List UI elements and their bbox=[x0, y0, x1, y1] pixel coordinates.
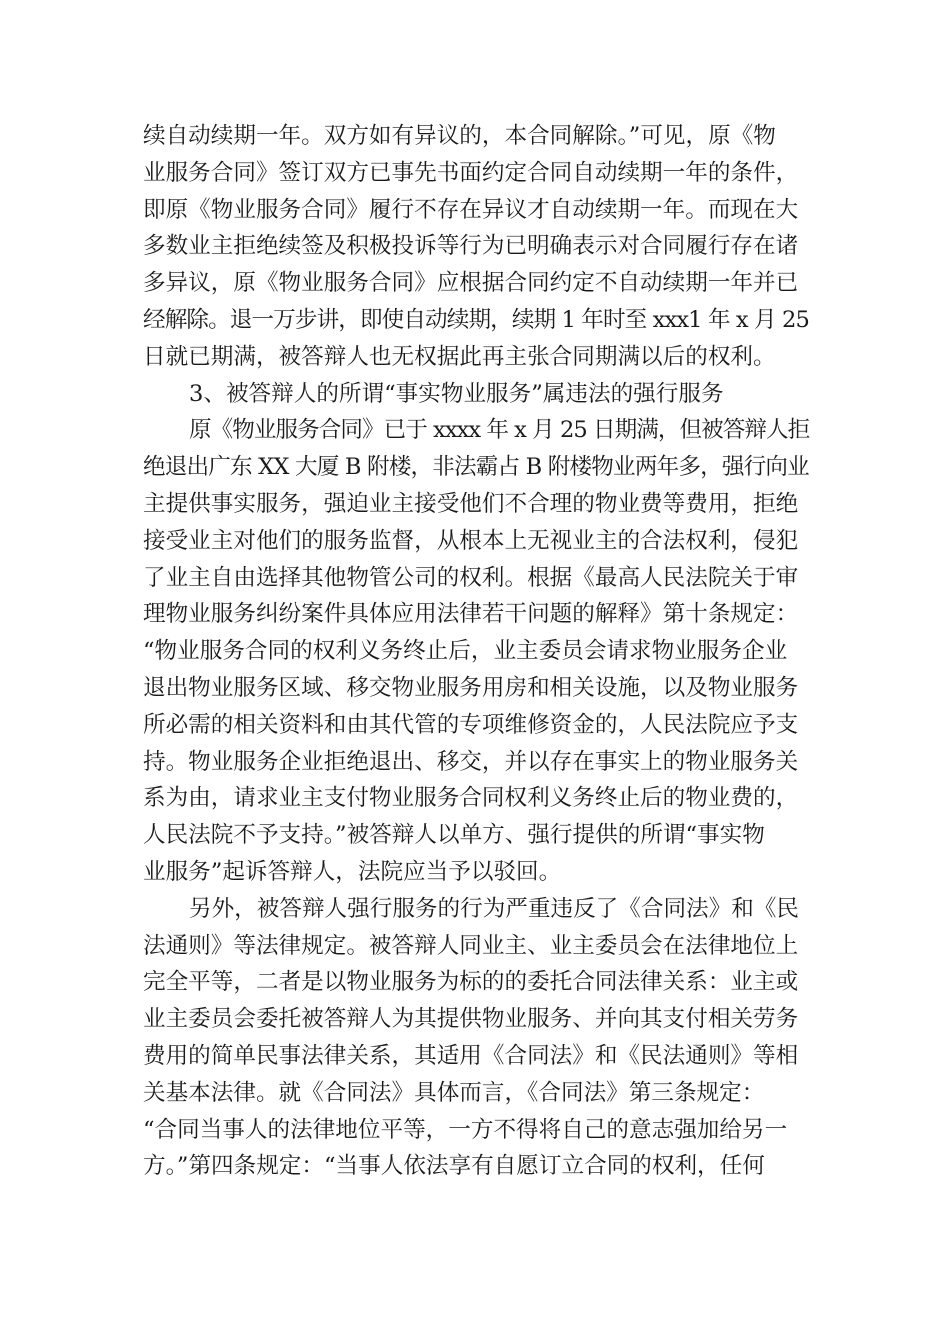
text-line: 费用的简单民事法律关系，其适用《合同法》和《民法通则》等相 bbox=[143, 1042, 799, 1069]
text-line: 所必需的相关资料和由其代管的专项维修资金的，人民法院应予支 bbox=[143, 711, 799, 738]
text-line: 业主委员会委托被答辩人为其提供物业服务、并向其支付相关劳务 bbox=[143, 1006, 799, 1033]
text-line: “合同当事人的法律地位平等，一方不得将自己的意志强加给另一 bbox=[143, 1116, 788, 1143]
text-line: 多异议，原《物业服务合同》应根据合同约定不自动续期一年并已 bbox=[143, 270, 799, 297]
text-line: 绝退出广东 XX 大厦 B 附楼，非法霸占 B 附楼物业两年多，强行向业 bbox=[143, 454, 809, 481]
text-line: 退出物业服务区域、移交物业服务用房和相关设施，以及物业服务 bbox=[143, 674, 799, 701]
text-line: 理物业服务纠纷案件具体应用法律若干问题的解释》第十条规定： bbox=[143, 601, 799, 628]
text-line: 接受业主对他们的服务监督，从根本上无视业主的合法权利，侵犯 bbox=[143, 527, 799, 554]
text-line: 即原《物业服务合同》履行不存在异议才自动续期一年。而现在大 bbox=[143, 196, 799, 223]
text-line: 关基本法律。就《合同法》具体而言，《合同法》第三条规定： bbox=[143, 1079, 765, 1106]
text-line: 了业主自由选择其他物管公司的权利。根据《最高人民法院关于审 bbox=[143, 564, 799, 591]
text-line: 业服务”起诉答辩人，法院应当予以驳回。 bbox=[143, 858, 562, 885]
text-line: 系为由，请求业主支付物业服务合同权利义务终止后的物业费的， bbox=[143, 785, 799, 812]
text-line: 另外，被答辩人强行服务的行为严重违反了《合同法》和《民 bbox=[189, 895, 800, 922]
text-line: 人民法院不予支持。”被答辩人以单方、强行提供的所谓“事实物 bbox=[143, 822, 765, 849]
text-line: 3、被答辩人的所谓“事实物业服务”属违法的强行服务 bbox=[189, 380, 724, 407]
text-line: 经解除。退一万步讲，即使自动续期，续期 1 年时至 xxx1 年 x 月 25 bbox=[143, 306, 809, 333]
text-line: 日就已期满，被答辩人也无权据此再主张合同期满以后的权利。 bbox=[143, 343, 776, 370]
text-line: 完全平等，二者是以物业服务为标的的委托合同法律关系：业主或 bbox=[143, 969, 799, 996]
text-line: “物业服务合同的权利义务终止后，业主委员会请求物业服务企业 bbox=[143, 638, 788, 665]
text-line: 法通则》等法律规定。被答辩人同业主、业主委员会在法律地位上 bbox=[143, 932, 799, 959]
text-line: 原《物业服务合同》已于 xxxx 年 x 月 25 日期满，但被答辩人拒 bbox=[189, 417, 810, 444]
text-line: 方。”第四条规定：“当事人依法享有自愿订立合同的权利，任何 bbox=[143, 1153, 765, 1180]
text-line: 续自动续期一年。双方如有异议的，本合同解除。”可见，原《物 bbox=[143, 123, 776, 149]
text-line: 持。物业服务企业拒绝退出、移交，并以存在事实上的物业服务关 bbox=[143, 748, 799, 775]
text-line: 业服务合同》签订双方已事先书面约定合同自动续期一年的条件， bbox=[143, 159, 799, 186]
text-line: 主提供事实服务，强迫业主接受他们不合理的物业费等费用，拒绝 bbox=[143, 490, 799, 517]
text-line: 多数业主拒绝续签及积极投诉等行为已明确表示对合同履行存在诸 bbox=[143, 233, 799, 260]
document-body bbox=[143, 118, 809, 1185]
